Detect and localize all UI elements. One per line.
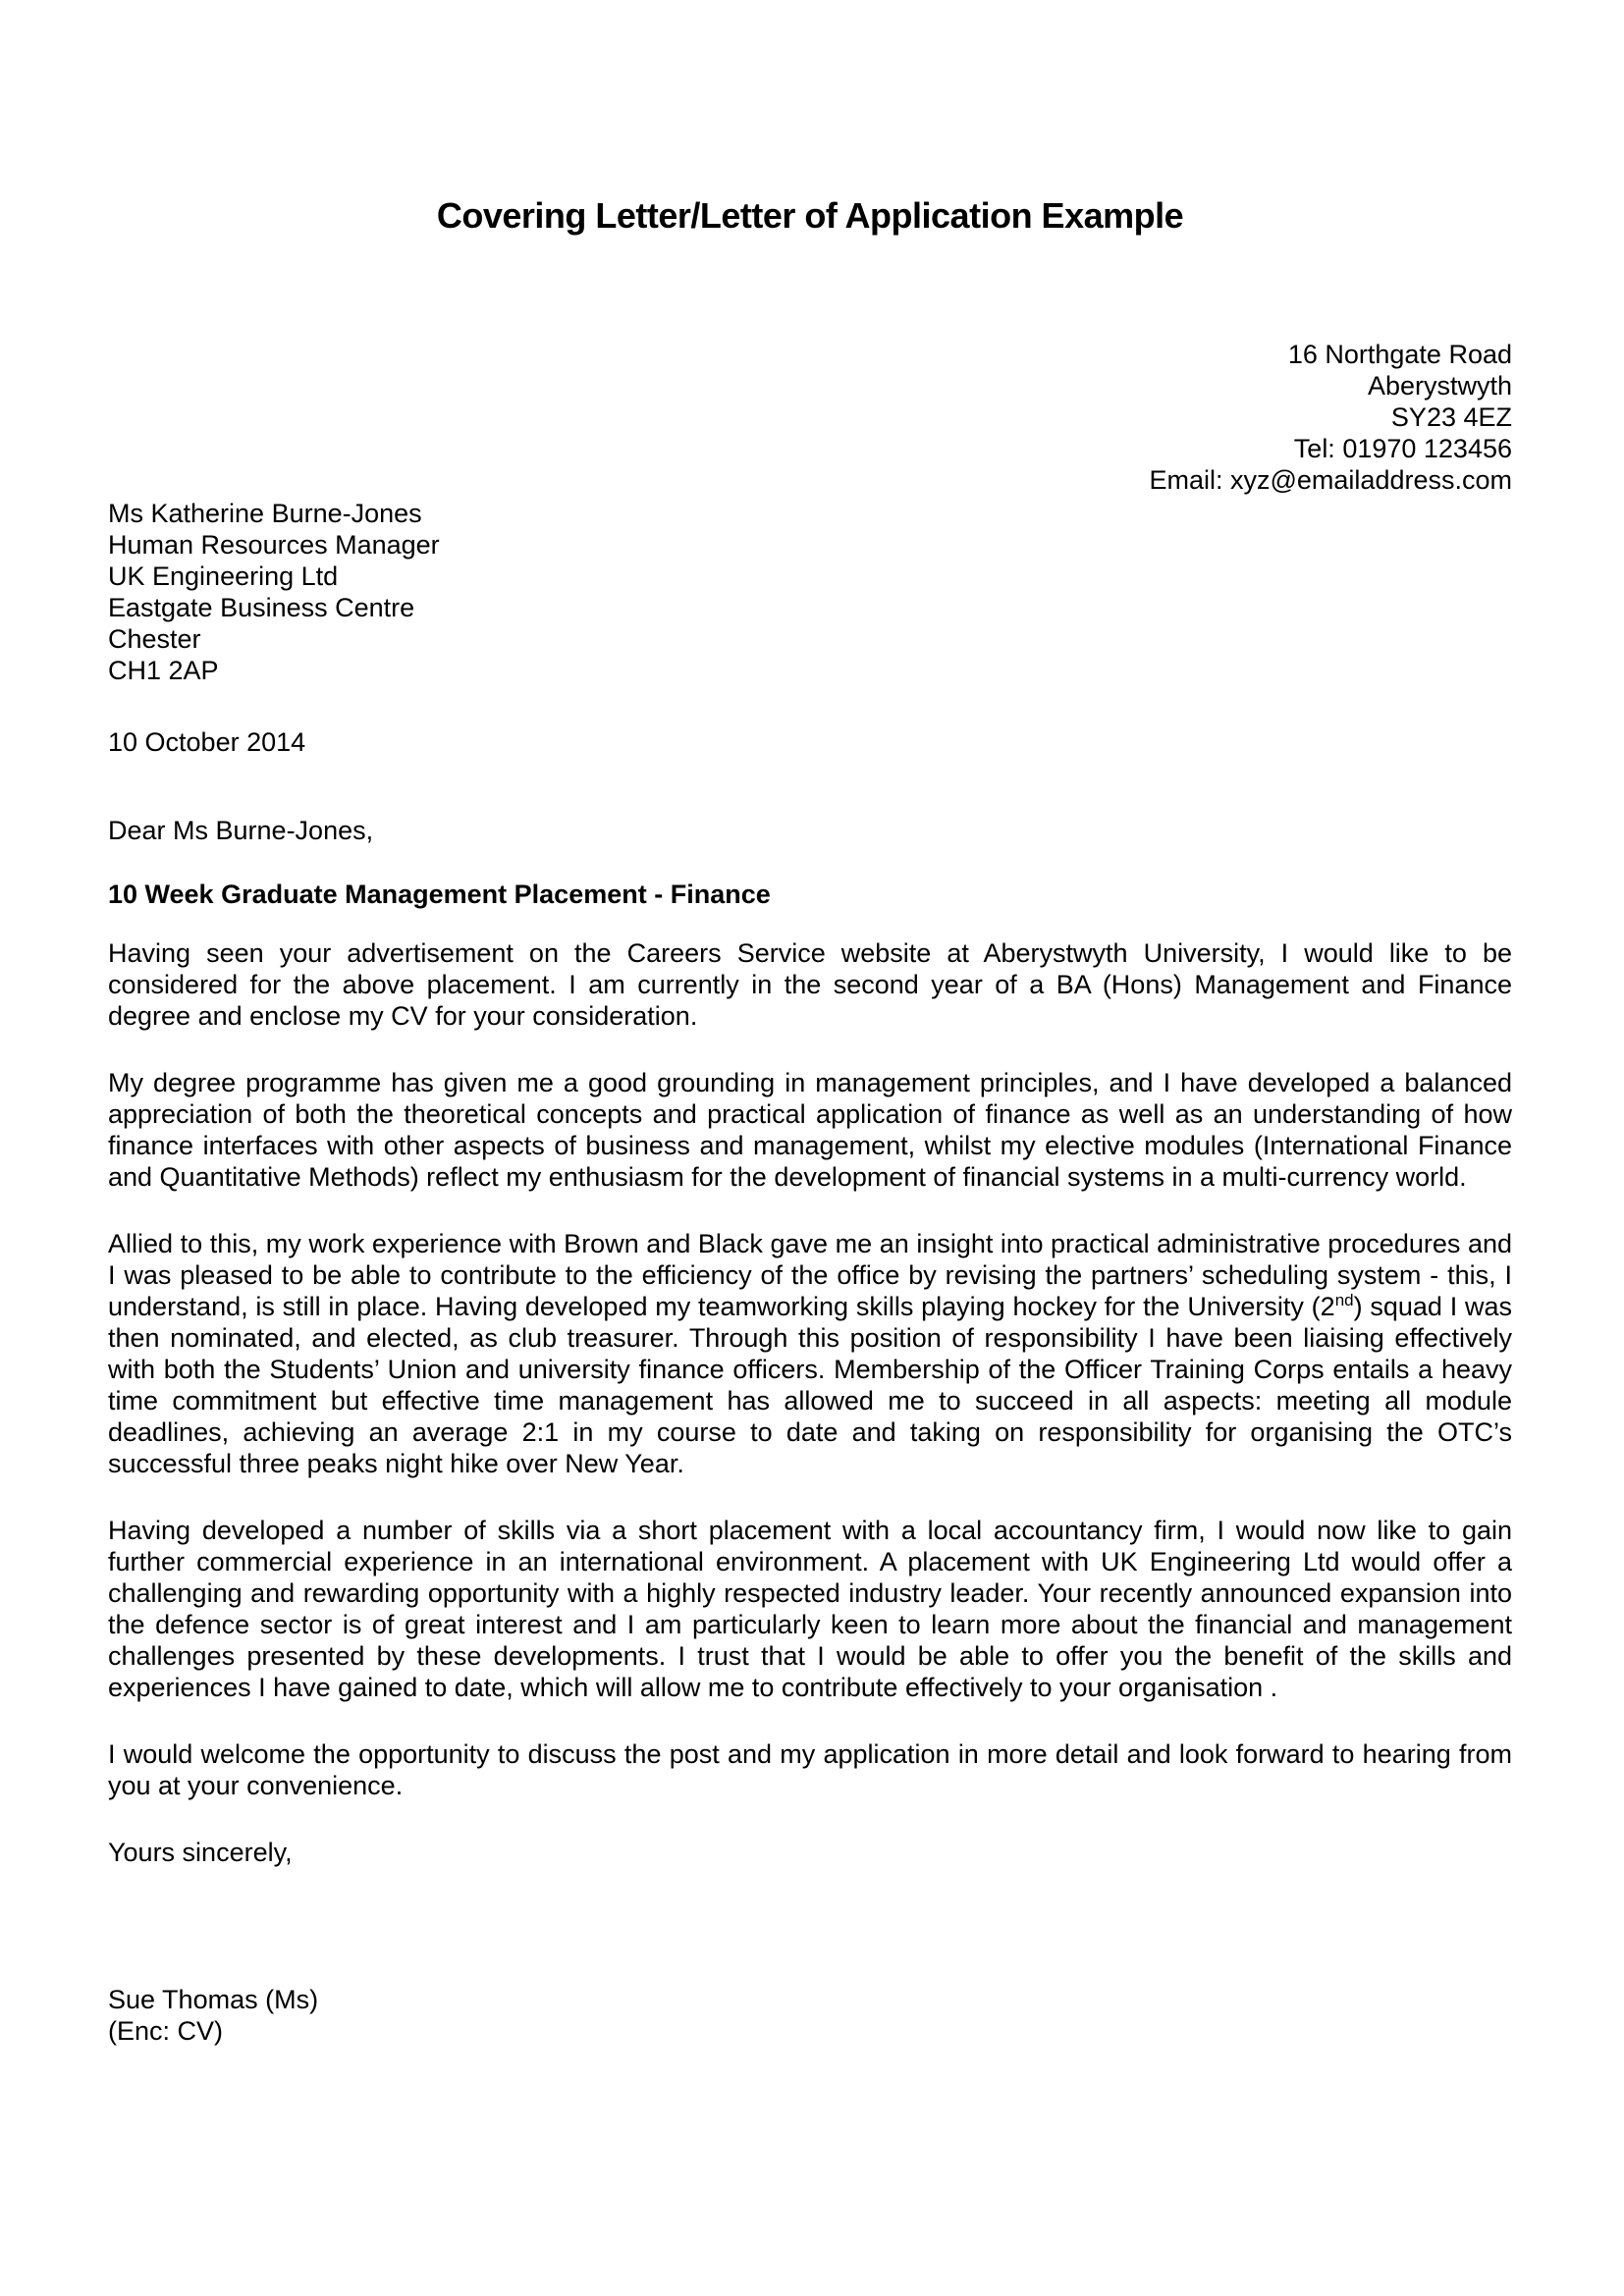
- recipient-address-line: UK Engineering Ltd: [108, 561, 339, 591]
- paragraph: [108, 1067, 1512, 1193]
- recipient-address-line: Chester: [108, 624, 201, 654]
- text-segment: ) squad I was then nominated, and elected, as club treasurer. Through this position of responsibility I have been liaising effectively with both the Students’ Union and university finance officers. Membership of the Officer Training Corps entails a heavy time commitment but effective time management has allowed me to succeed in all aspects: meeting all module deadlines, achieving an average 2:1 in my course to date and taking on responsibility for organising the OTC’s successful three peaks night hike over New Year.: [108, 1292, 1513, 1478]
- salutation: Dear Ms Burne-Jones,: [108, 816, 374, 845]
- paragraph: [108, 937, 1512, 1032]
- letter-body: [108, 937, 1512, 1801]
- sender-address-line: 16 Northgate Road: [1287, 340, 1512, 369]
- text-segment: Having seen your advertisement on the Careers Service website at Aberystwyth University, I would like to be considered for the above placement. I am currently in the second year of a BA (Hons) Management and Finance degree and enclose my CV for your consideration.: [108, 938, 1512, 1031]
- text-segment: Allied to this, my work experience with Brown and Black gave me an insight into practical administrative procedures and I was pleased to be able to contribute to the efficiency of the office by revising the partners’ scheduling system - this, I understand, is still in place. Having developed my teamworking skills playing hockey for the University (2: [108, 1229, 1512, 1321]
- signature-name: Sue Thomas (Ms): [108, 1985, 319, 2014]
- ordinal-superscript: nd: [1334, 1291, 1354, 1309]
- sender-address-line: Email: xyz@emailaddress.com: [1149, 465, 1512, 495]
- enclosure-note: (Enc: CV): [108, 2016, 224, 2046]
- sender-address-line: Aberystwyth: [1367, 371, 1512, 400]
- valediction: Yours sincerely,: [108, 1838, 293, 1867]
- text-segment: I would welcome the opportunity to discuss the post and my application in more detail and look forward to hearing from you at your convenience.: [108, 1739, 1512, 1800]
- text-segment: My degree programme has given me a good grounding in management principles, and I have developed a balanced appreciation of both the theoretical concepts and practical application of finance as well as an understanding of how finance interfaces with other aspects of business and management, whilst my elective modules (International Finance and Quantitative Methods) reflect my enthusiasm for the development of financial systems in a multi-currency world.: [108, 1068, 1512, 1192]
- subject-line: 10 Week Graduate Management Placement - Finance: [108, 880, 771, 909]
- sender-address-block: [108, 339, 1512, 496]
- sender-address-line: SY23 4EZ: [1390, 402, 1512, 432]
- recipient-address-line: CH1 2AP: [108, 656, 219, 685]
- paragraph: [108, 1738, 1512, 1801]
- recipient-address-line: Ms Katherine Burne-Jones: [108, 499, 422, 528]
- recipient-address-block: [108, 498, 1512, 686]
- paragraph: [108, 1228, 1512, 1479]
- letter-date: 10 October 2014: [108, 727, 306, 757]
- document-title: Covering Letter/Letter of Application Example: [436, 195, 1184, 236]
- paragraph: [108, 1515, 1512, 1703]
- text-segment: Having developed a number of skills via a short placement with a local accountancy firm, I would now like to gain further commercial experience in an international environment. A placement with UK Engineering Ltd would offer a challenging and rewarding opportunity with a highly respected industry leader. Your recently announced expansion into the defence sector is of great interest and I am particularly keen to learn more about the financial and management challenges presented by these developments. I trust that I would be able to offer you the benefit of the skills and experiences I have gained to date, which will allow me to contribute effectively to your organisation .: [108, 1516, 1512, 1702]
- recipient-address-line: Eastgate Business Centre: [108, 593, 415, 622]
- recipient-address-line: Human Resources Manager: [108, 530, 440, 560]
- sender-address-line: Tel: 01970 123456: [1293, 434, 1512, 463]
